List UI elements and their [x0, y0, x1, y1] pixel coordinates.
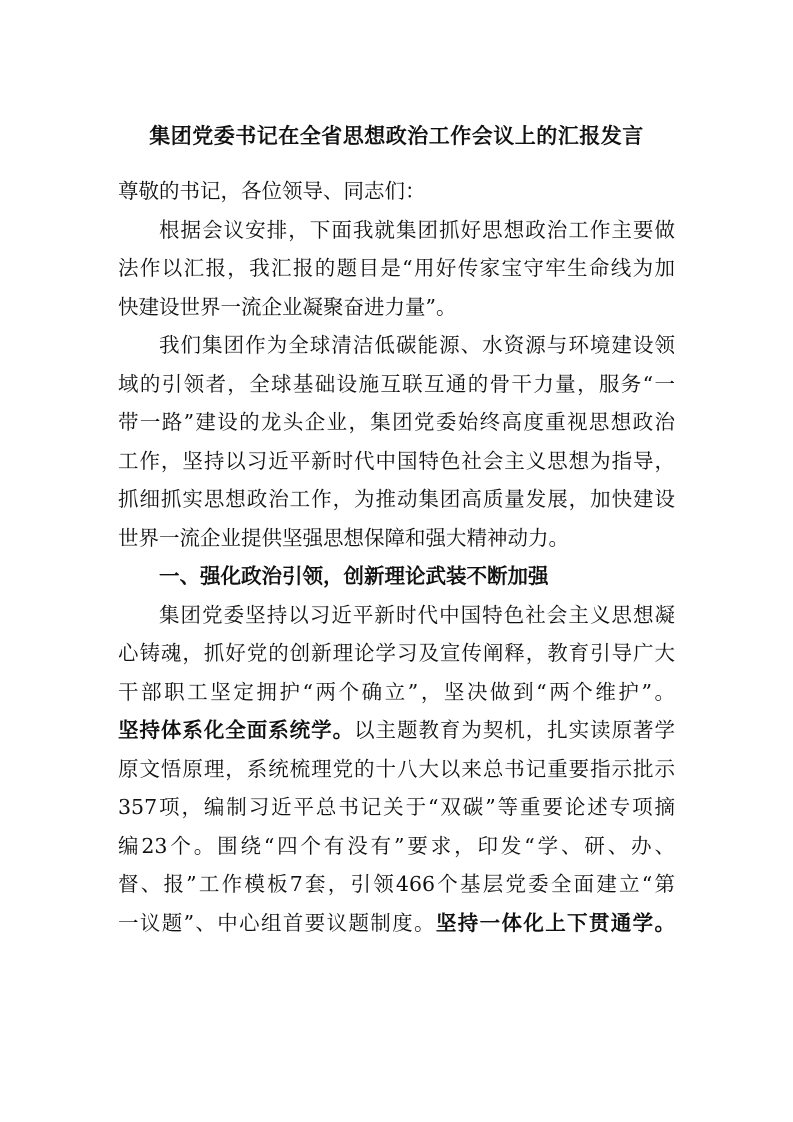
inline-text: 一议题”、中心组首要议题制度。: [118, 910, 436, 935]
paragraph-line: 原文悟原理，系统梳理党的十八大以来总书记重要指示批示: [118, 756, 675, 781]
document-title: 集团党委书记在全省思想政治工作会议上的汇报发言: [149, 124, 644, 148]
paragraph-line: 我们集团作为全球清洁低碳能源、水资源与环境建设领: [159, 333, 675, 357]
paragraph-line: [118, 711, 675, 750]
salutation: 尊敬的书记，各位领导、同志们：: [118, 179, 426, 203]
paragraph-line: 集团党委坚持以习近平新时代中国特色社会主义思想凝: [159, 602, 675, 627]
paragraph-line: 域的引领者，全球基础设施互联互通的骨干力量，服务“一: [118, 371, 675, 396]
paragraph-line: 根据会议安排，下面我就集团抓好思想政治工作主要做: [159, 217, 675, 242]
paragraph-line: 357项，编制习近平总书记关于“双碳”等重要论述专项摘: [118, 795, 675, 819]
paragraph-line: 法作以汇报，我汇报的题目是“用好传家宝守牢生命线为加: [118, 256, 675, 280]
paragraph-line: [118, 904, 675, 943]
paragraph-line: 督、报”工作模板7套，引领466个基层党委全面建立“第: [118, 872, 675, 896]
document-body: [118, 172, 675, 942]
paragraph-line: 带一路”建设的龙头企业，集团党委始终高度重视思想政治: [118, 410, 675, 434]
bold-lead: 坚持一体化上下贯通学。: [435, 910, 675, 935]
paragraph-line: 工作，坚持以习近平新时代中国特色社会主义思想为指导，: [118, 448, 675, 473]
paragraph-line: 世界一流企业提供坚强思想保障和强大精神动力。: [118, 525, 569, 550]
paragraph-line: 抓细抓实思想政治工作，为推动集团高质量发展，加快建设: [118, 487, 675, 511]
paragraph-line: 干部职工坚定拥护“两个确立”，坚决做到“两个维护”。: [118, 679, 675, 704]
paragraph-line: 编23个。围绕“四个有没有”要求，印发“学、研、办、: [118, 833, 675, 858]
paragraph-line: 快建设世界一流企业凝聚奋进力量”。: [118, 294, 457, 319]
inline-text: 以主题教育为契机，扎实读原著学: [354, 718, 675, 742]
bold-lead: 坚持体系化全面系统学。: [118, 718, 355, 742]
paragraph-line: 心铸魂，抓好党的创新理论学习及宣传阐释，教育引导广大: [118, 641, 675, 665]
section-heading: 一、强化政治引领，创新理论武装不断加强: [159, 564, 549, 588]
